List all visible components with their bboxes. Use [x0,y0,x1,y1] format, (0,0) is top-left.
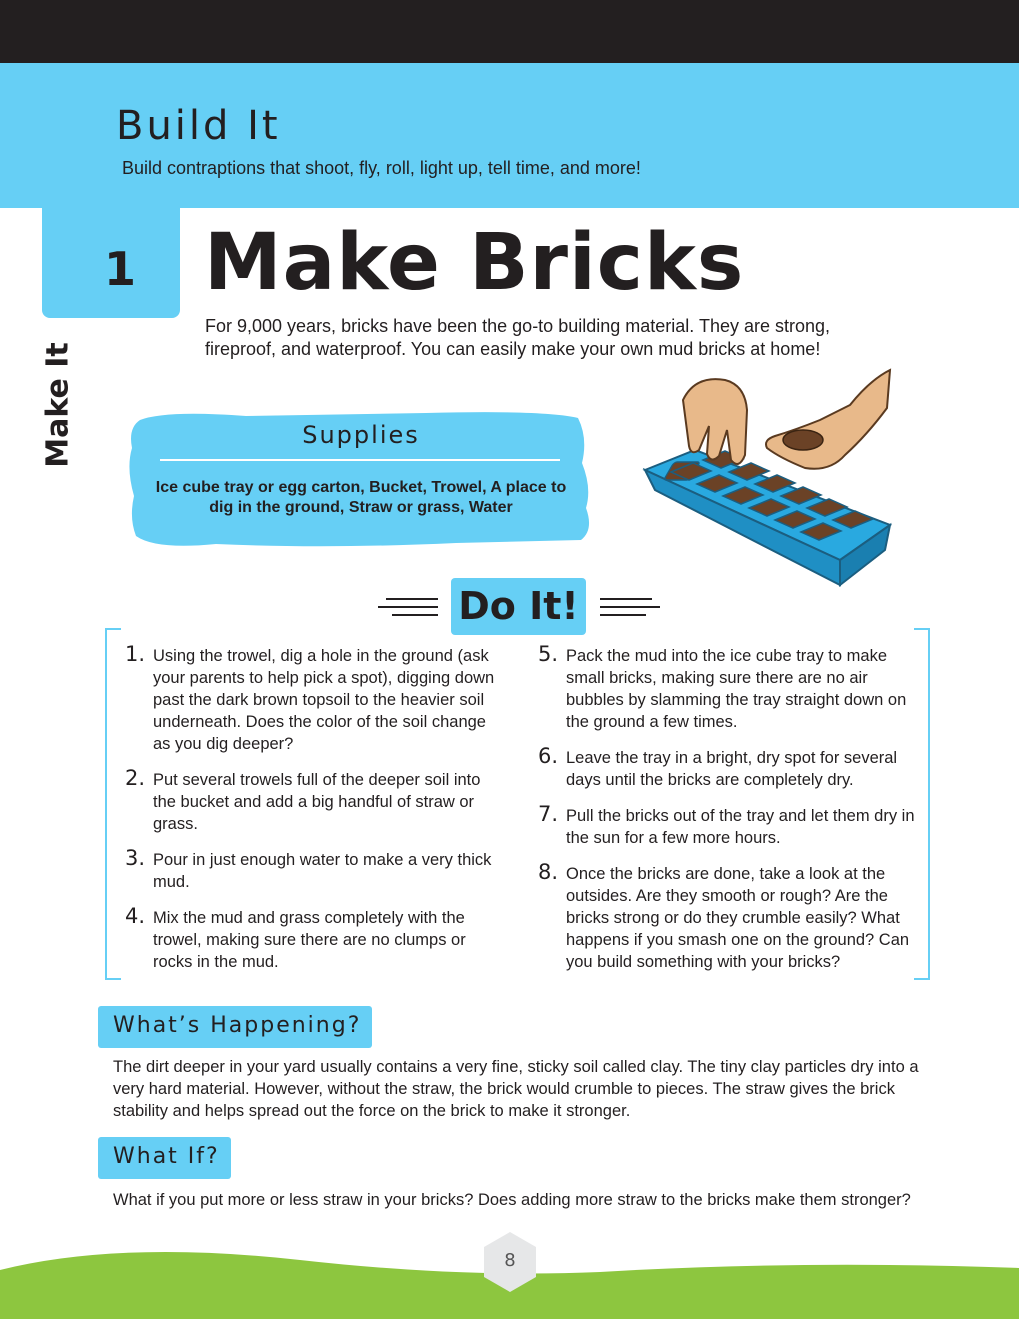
steps-column-right [538,642,918,987]
step-item [538,860,918,973]
step-item [125,846,505,893]
supplies-divider [160,459,560,461]
section-side-label [40,342,76,468]
step-item [538,642,918,733]
supplies-panel [126,408,596,553]
step-text: Mix the mud and grass completely with the trowel, making sure there are no clumps or rocks in the mud. [153,909,466,971]
step-number: 8. [538,860,559,884]
supplies-title: Supplies [302,421,420,449]
page-number: 8 [504,1250,516,1271]
step-number: 4. [125,904,146,928]
project-intro: For 9,000 years, bricks have been the go-to building material. They are strong, fireproof, and waterproof. You can easily make your own mud bricks at home! [205,316,831,359]
what-if-title: What If? [113,1144,220,1169]
step-text: Leave the tray in a bright, dry spot for several days until the bricks are completely dry. [566,749,898,789]
what-if-label [98,1137,231,1179]
step-text: Pull the bricks out of the tray and let them dry in the sun for a few more hours. [566,807,915,847]
step-number: 5. [538,642,559,666]
chapter-subtitle: Build contraptions that shoot, fly, roll, light up, tell time, and more! [122,158,641,178]
step-item [538,744,918,791]
decor-lines-left-icon [378,596,442,618]
step-item [125,904,505,973]
tray-icon [645,450,890,585]
right-hand-icon [766,370,890,469]
ice-cube-tray-illustration [635,360,900,600]
step-text: Put several trowels full of the deeper soil into the bucket and add a big handful of straw or grass. [153,771,481,833]
whats-happening-text: The dirt deeper in your yard usually contains a very fine, sticky soil called clay. The tiny clay particles dry into a very hard material. However, without the straw, the brick would crumble to pieces. The straw gives the brick stability and helps spread out the force on the brick to make it stronger. [113,1058,919,1120]
step-number: 3. [125,846,146,870]
do-it-heading-box [451,578,586,635]
section-label-text: Make It [40,342,76,468]
left-hand-icon [683,379,747,464]
do-it-heading: Do It! [458,584,579,628]
step-item [125,642,505,755]
step-item [125,766,505,835]
step-number: 1. [125,642,146,666]
what-if-text: What if you put more or less straw in your bricks? Does adding more straw to the bricks make them stronger? [113,1191,911,1209]
step-number: 6. [538,744,559,768]
project-number: 1 [104,242,137,296]
whats-happening-label [98,1006,372,1048]
page-number-badge [482,1230,538,1294]
mud-clump-icon [783,430,823,450]
chapter-header [0,63,1019,208]
step-text: Using the trowel, dig a hole in the ground (ask your parents to help pick a spot), digging down past the dark brown topsoil to the heavier soil underneath. Does the color of the soil change as you dig deeper? [153,647,495,753]
top-bar [0,0,1019,63]
step-text: Once the bricks are done, take a look at the outsides. Are they smooth or rough? Are the bricks strong or do they crumble easily? What happens if you smash one on the ground? Can you build something with your bricks? [566,865,910,971]
steps-column-left [125,642,505,987]
step-item [538,802,918,849]
whats-happening-title: What’s Happening? [113,1013,362,1038]
step-text: Pour in just enough water to make a very thick mud. [153,851,492,891]
supplies-list: Ice cube tray or egg carton, Bucket, Trowel, A place to dig in the ground, Straw or grass, Water [155,479,567,516]
project-number-tab [42,208,180,318]
chapter-title: Build It [116,103,281,149]
decor-lines-right-icon [596,596,660,618]
step-number: 2. [125,766,146,790]
step-text: Pack the mud into the ice cube tray to make small bricks, making sure there are no air bubbles by slamming the tray straight down on the ground a few times. [566,647,907,731]
project-title: Make Bricks [204,218,745,308]
hands-tray-drawing [635,360,900,600]
steps-bracket-left [105,628,121,980]
step-number: 7. [538,802,559,826]
